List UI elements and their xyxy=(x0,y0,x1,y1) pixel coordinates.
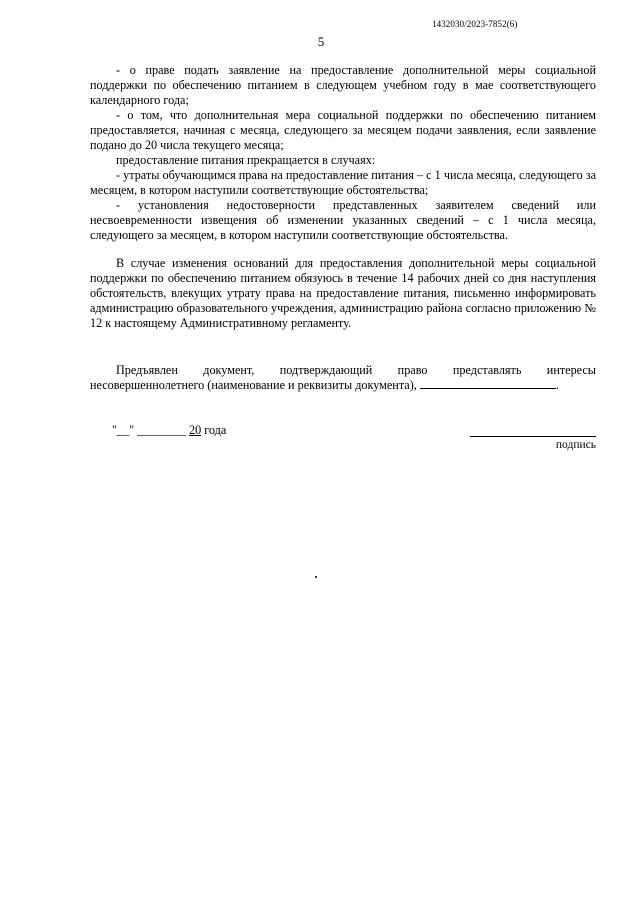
paragraph-obligation: В случае изменения оснований для предоставления дополнительной меры социальной поддержки по обеспечению питанием обязуюсь в течение 14 рабочих дней со дня наступления обстоятельств, влекущих утрату права на предоставление питания, письменно информировать администрацию образовательного учреждения, администрацию района согласно приложению № 12 к настоящему Административному регламенту. xyxy=(90,256,596,330)
paragraph-loss-of-right: - утраты обучающимся права на предоставление питания – с 1 числа месяца, следующего за месяцем, в котором наступили соответствующие обстоятельства; xyxy=(90,168,596,197)
document-number: 1432030/2023-7852(6) xyxy=(432,19,518,29)
stray-dot xyxy=(315,576,317,578)
signature-label: подпись xyxy=(555,439,596,451)
page-number: 5 xyxy=(317,34,325,49)
date-month-blank[interactable]: ________ xyxy=(137,423,186,437)
paragraph-representative-document: Предъявлен документ, подтверждающий право представлять интересы несовершеннолетнего (наименование и реквизиты документа), . xyxy=(90,363,596,392)
date-suffix: года xyxy=(204,423,227,437)
date-year: 20 xyxy=(188,423,202,437)
signature-line[interactable] xyxy=(470,436,596,437)
paragraph-start-month: - о том, что дополнительная мера социальной поддержки по обеспечению питанием предоставляется, начиная с месяца, следующего за месяцем подачи заявления, если заявление подано до 20 числа текущего месяца; xyxy=(90,108,596,152)
date-day-blank[interactable]: "__" xyxy=(112,423,135,437)
paragraph-false-information: - установления недостоверности представленных заявителем сведений или несвоевременности извещения об изменении указанных сведений – с 1 числа месяца, следующего за месяцем, в котором наступили соответствующие обстоятельства. xyxy=(90,198,596,242)
signature-date xyxy=(112,423,226,438)
document-details-blank[interactable] xyxy=(420,378,556,389)
paragraph-termination-intro: предоставление питания прекращается в случаях: xyxy=(116,153,376,167)
paragraph-right-to-apply: - о праве подать заявление на предоставление дополнительной меры социальной поддержки по обеспечению питанием в следующем учебном году в мае соответствующего календарного года; xyxy=(90,63,596,107)
representative-document-text: Предъявлен документ, подтверждающий право представлять интересы несовершеннолетнего (наименование и реквизиты документа), xyxy=(90,363,596,392)
